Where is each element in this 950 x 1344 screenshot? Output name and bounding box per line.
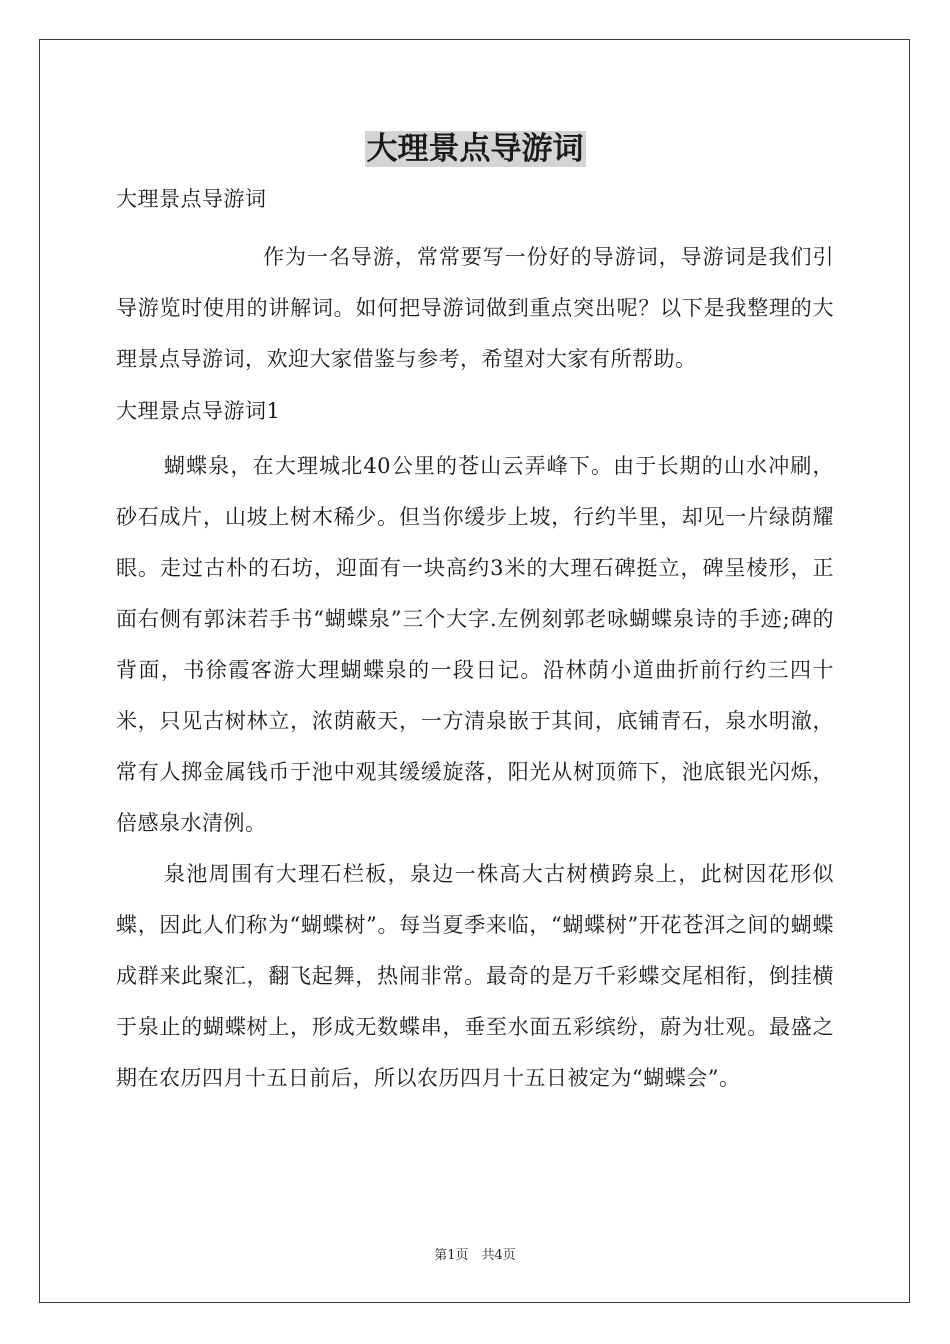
document-title — [0, 128, 950, 170]
document-title-text: 大理景点导游词 — [366, 131, 584, 167]
page-number-footer: 第1页 共4页 — [434, 1248, 516, 1263]
section-heading: 大理景点导游词1 — [116, 399, 281, 423]
body-paragraph-2: 泉池周围有大理石栏板，泉边一株高大古树横跨泉上，此树因花形似蝶，因此人们称为“蝴蝶树”。每当夏季来临，“蝴蝶树”开花苍洱之间的蝴蝶成群来此聚汇，翻飞起舞，热闹非常。最奇的是万千彩蝶交尾相衔，倒挂横于泉止的蝴蝶树上，形成无数蝶串，垂至水面五彩缤纷，蔚为壮观。最盛之期在农历四月十五日前后，所以农历四月十五日被定为“蝴蝶会”。 — [116, 862, 834, 1090]
body-paragraph-1: 蝴蝶泉，在大理城北40公里的苍山云弄峰下。由于长期的山水冲刷，砂石成片，山坡上树木稀少。但当你缓步上坡，行约半里，却见一片绿荫耀眼。走过古朴的石坊，迎面有一块高约3米的大理石碑挺立，碑呈棱形，正面右侧有郭沫若手书“蝴蝶泉”三个大字.左例刻郭老咏蝴蝶泉诗的手迹;碑的背面，书徐霞客游大理蝴蝶泉的一段日记。沿林荫小道曲折前行约三四十米，只见古树林立，浓荫蔽天，一方清泉嵌于其间，底铺青石，泉水明澈，常有人掷金属钱币于池中观其缓缓旋落，阳光从树顶筛下，池底银光闪烁，倍感泉水清例。 — [116, 454, 834, 835]
intro-paragraph: 作为一名导游，常常要写一份好的导游词，导游词是我们引导游览时使用的讲解词。如何把导游词做到重点突出呢？以下是我整理的大理景点导游词，欢迎大家借鉴与参考，希望对大家有所帮助。 — [116, 245, 834, 371]
document-subtitle: 大理景点导游词 — [116, 187, 267, 211]
document-body — [116, 180, 834, 1104]
